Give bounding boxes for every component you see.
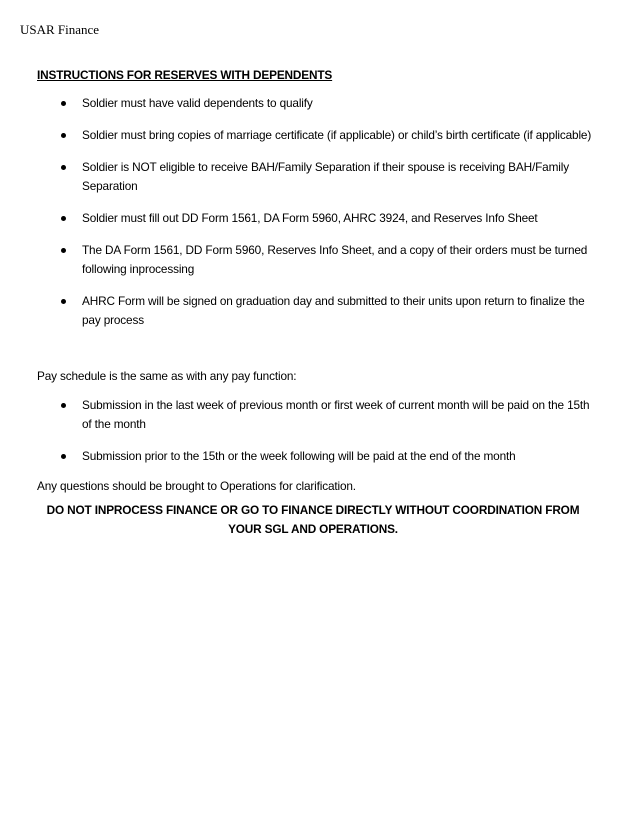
list-item: [37, 209, 597, 228]
list-item-text: AHRC Form will be signed on graduation day and submitted to their units upon return to finalize the pay process: [82, 294, 585, 327]
bullet-icon: [61, 403, 66, 408]
list-item-text: Soldier must bring copies of marriage certificate (if applicable) or child’s birth certificate (if applicable): [82, 128, 592, 142]
pay-schedule-list: [37, 396, 597, 466]
list-item: [37, 158, 597, 196]
list-item-text: The DA Form 1561, DD Form 5960, Reserves Info Sheet, and a copy of their orders must be turned following inprocessing: [82, 243, 588, 276]
list-item-text: Soldier must have valid dependents to qualify: [82, 96, 313, 110]
warning-line-1: DO NOT INPROCESS FINANCE OR GO TO FINANCE DIRECTLY WITHOUT COORDINATION FROM: [46, 503, 580, 517]
list-item: [37, 292, 597, 330]
document-body: [37, 66, 597, 539]
list-item: [37, 396, 597, 434]
pay-schedule-section: [37, 367, 597, 466]
pay-schedule-intro: Pay schedule is the same as with any pay function:: [37, 369, 297, 383]
page-header: USAR Finance: [20, 22, 100, 37]
instructions-heading: INSTRUCTIONS FOR RESERVES WITH DEPENDENTS: [37, 68, 333, 82]
bullet-icon: [61, 133, 66, 138]
warning-line-2: YOUR SGL AND OPERATIONS.: [228, 522, 398, 536]
bullet-icon: [61, 248, 66, 253]
list-item: [37, 126, 597, 145]
list-item-text: Soldier must fill out DD Form 1561, DA Form 5960, AHRC 3924, and Reserves Info Sheet: [82, 211, 538, 225]
list-item-text: Submission prior to the 15th or the week following will be paid at the end of the month: [82, 449, 516, 463]
bullet-icon: [61, 101, 66, 106]
warning-notice: [37, 501, 597, 539]
bullet-icon: [61, 165, 66, 170]
list-item: [37, 241, 597, 279]
bullet-icon: [61, 454, 66, 459]
bullet-icon: [61, 299, 66, 304]
questions-note: Any questions should be brought to Operations for clarification.: [37, 479, 356, 493]
list-item-text: Soldier is NOT eligible to receive BAH/Family Separation if their spouse is receiving BAH/Family Separation: [82, 160, 569, 193]
bullet-icon: [61, 216, 66, 221]
list-item: [37, 447, 597, 466]
list-item-text: Submission in the last week of previous month or first week of current month will be paid on the 15th of the month: [82, 398, 590, 431]
list-item: [37, 94, 597, 113]
instructions-list: [37, 94, 597, 330]
